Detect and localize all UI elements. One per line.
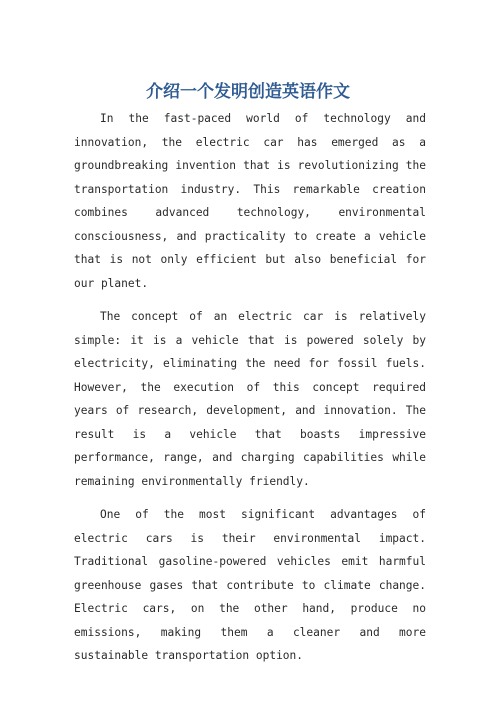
paragraph-1: In the fast-paced world of technology and innovation, the electric car has emerged as a groundbreaking invention that is revolutionizing the transportation industry. This remarkable creation combines advanced technology, environmental consciousness, and practicality to create a vehicle that is not only efficient but also beneficial for our planet. xyxy=(74,112,426,290)
paragraph-2: The concept of an electric car is relatively simple: it is a vehicle that is powered solely by electricity, eliminating the need for fossil fuels. However, the execution of this concept required years of research, development, and innovation. The result is a vehicle that boasts impressive performance, range, and charging capabilities while remaining environmentally friendly. xyxy=(74,310,426,488)
paragraph-3: One of the most significant advantages of electric cars is their environmental impact. Traditional gasoline-powered vehicles emit harmful greenhouse gases that contribute to climate change. Electric cars, on the other hand, produce no emissions, making them a cleaner and more sustainable transportation option. xyxy=(74,508,426,662)
document-title: 介绍一个发明创造英语作文 xyxy=(146,82,350,102)
document-body xyxy=(74,107,426,678)
